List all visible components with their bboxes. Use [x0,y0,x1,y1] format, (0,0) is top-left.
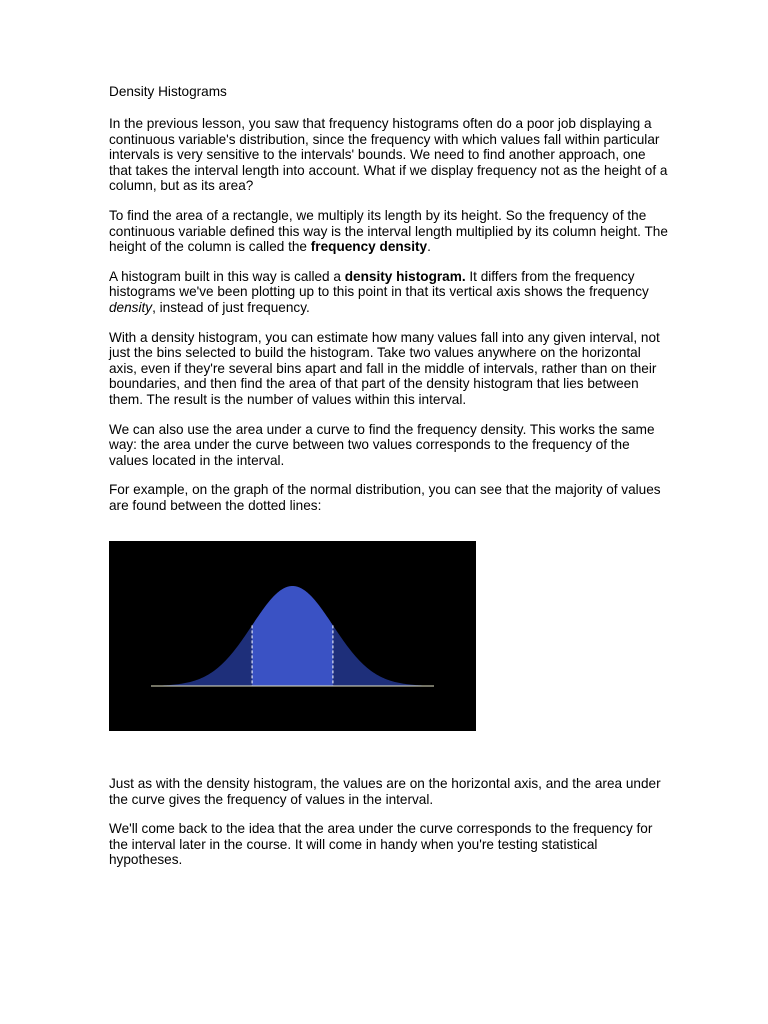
term-density-histogram: density histogram. [344,268,466,284]
paragraph-example: For example, on the graph of the normal distribution, you can see that the majority of values are found between the dotted lines: [109,482,661,513]
paragraph-density-histogram [109,269,669,316]
paragraph-conclusion: We'll come back to the idea that the area under the curve corresponds to the frequency for the interval later in the course. It will come in handy when you're testing statistical hypotheses. [109,821,653,868]
paragraph-dh-end: , instead of just frequency. [152,299,310,315]
term-frequency-density: frequency density [310,239,428,255]
paragraph-dh-text: A histogram built in this way is called a [109,268,345,284]
curve-right-tail [333,625,434,686]
normal-distribution-chart [109,541,476,731]
after-figure-text [109,776,669,882]
paragraph-area-end: . [427,239,431,255]
document-page [109,84,669,868]
paragraph-intro: In the previous lesson, you saw that frequency histograms often do a poor job displaying a continuous variable's distribution, since the frequency with which values fall within particular intervals is very sensitive to the intervals' bounds. We need to find another approach, one that takes the interval length into account. What if we display frequency not as the height of a column, but as its area? [109,116,668,194]
paragraph-dh-text-2: It differs from the frequency histograms we've been plotting up to this point in that its vertical axis shows the frequency [109,268,649,300]
paragraph-area-text: To find the area of a rectangle, we multiply its length by its height. So the frequency of the continuous variable defined this way is the interval length multiplied by its column height. The height of the column is called the [109,207,668,255]
paragraph-curve: We can also use the area under a curve to find the frequency density. This works the same way: the area under the curve between two values corresponds to the frequency of the values located in the interval. [109,421,655,468]
normal-distribution-figure [109,541,476,731]
paragraph-estimate: With a density histogram, you can estimate how many values fall into any given interval, not just the bins selected to build the histogram. Take two values anywhere on the horizontal axis, even if they're several bins apart and fall in the middle of intervals, rather than on their boundaries, and then find the area of that part of the density histogram that lies between them. The result is the number of values within this interval. [109,329,660,407]
paragraph-horizontal-axis: Just as with the density histogram, the values are on the horizontal axis, and the area under the curve gives the frequency of values in the interval. [109,776,661,807]
curve-center-area [252,586,333,686]
paragraph-area [109,208,669,255]
document-title: Density Histograms [109,84,227,99]
term-density: density [109,299,153,315]
curve-left-tail [151,625,252,686]
